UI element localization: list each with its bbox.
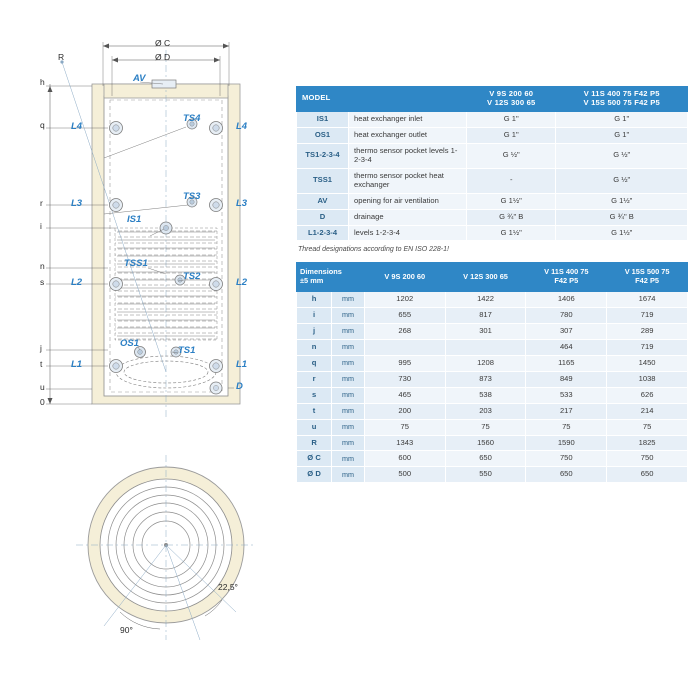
header-model-group-2-line1: V 11S 400 75 F42 P5 xyxy=(583,89,660,98)
table-row xyxy=(297,307,688,323)
dim-r-v1: 730 xyxy=(364,371,445,387)
dim-unit-s: mm xyxy=(332,387,365,403)
dim-i-v3: 780 xyxy=(526,307,607,323)
table-row xyxy=(297,168,688,193)
thread-note: Thread designations according to EN ISO 228-1! xyxy=(298,246,449,254)
row-desc-l1234: levels 1-2-3-4 xyxy=(349,225,467,241)
dim-u-v2: 75 xyxy=(445,419,526,435)
dim-R-v4: 1825 xyxy=(607,435,688,451)
header-model-group-2 xyxy=(556,87,688,112)
header-model: MODEL xyxy=(297,87,467,112)
dim-unit-t: mm xyxy=(332,403,365,419)
dim-R-v1: 1343 xyxy=(364,435,445,451)
dim-n-v1 xyxy=(364,339,445,355)
table-row xyxy=(297,127,688,143)
row-code-l1234: L1-2-3-4 xyxy=(297,225,349,241)
dim-c-v4: 750 xyxy=(607,451,688,467)
row-val1-os1: G 1" xyxy=(467,127,556,143)
dim-j-v3: 307 xyxy=(526,323,607,339)
dim-unit-q: mm xyxy=(332,355,365,371)
dim-code-i: i xyxy=(297,307,332,323)
table-row xyxy=(297,355,688,371)
callout-av: AV xyxy=(133,73,146,84)
dim-i-v1: 655 xyxy=(364,307,445,323)
dim-n-v4: 719 xyxy=(607,339,688,355)
row-desc-os1: heat exchanger outlet xyxy=(349,127,467,143)
dim-h-v2: 1422 xyxy=(445,291,526,307)
dim-code-diameter-c: Ø C xyxy=(297,451,332,467)
callout-is1: IS1 xyxy=(127,214,142,225)
dim-q-v4: 1450 xyxy=(607,355,688,371)
dim-c-v1: 600 xyxy=(364,451,445,467)
dim-unit-diameter-d: mm xyxy=(332,467,365,483)
table-row xyxy=(297,225,688,241)
header-col-v11s400-line1: V 11S 400 75 xyxy=(544,267,589,277)
callout-ts2: TS2 xyxy=(183,271,201,282)
dim-j-v4: 289 xyxy=(607,323,688,339)
header-col-v9s200: V 9S 200 60 xyxy=(364,263,445,291)
dimensions-header-row xyxy=(297,263,688,291)
dim-unit-R: mm xyxy=(332,435,365,451)
table-row xyxy=(297,193,688,209)
technical-drawing xyxy=(0,0,290,691)
dim-unit-i: mm xyxy=(332,307,365,323)
row-val1-ts1234: G ½" xyxy=(467,143,556,168)
header-col-v11s400 xyxy=(526,263,607,291)
angle-label-90: 90° xyxy=(120,625,133,635)
header-col-v11s400-line2: F42 P5 xyxy=(554,276,579,286)
dim-h-v3: 1406 xyxy=(526,291,607,307)
dim-mark-s: s xyxy=(40,277,45,287)
dim-mark-radius: R xyxy=(58,52,65,62)
row-code-is1: IS1 xyxy=(297,111,349,127)
row-code-d: D xyxy=(297,209,349,225)
row-code-os1: OS1 xyxy=(297,127,349,143)
dim-mark-r: r xyxy=(40,198,43,208)
dim-unit-h: mm xyxy=(332,291,365,307)
dim-unit-n: mm xyxy=(332,339,365,355)
callout-ts4: TS4 xyxy=(183,113,201,124)
dim-d-v3: 650 xyxy=(526,467,607,483)
table-header-row xyxy=(297,87,688,112)
dim-u-v1: 75 xyxy=(364,419,445,435)
table-row xyxy=(297,143,688,168)
table-row xyxy=(297,419,688,435)
header-model-group-1-line1: V 9S 200 60 xyxy=(489,89,534,98)
dim-code-q: q xyxy=(297,355,332,371)
table-row xyxy=(297,467,688,483)
row-val1-av: G 1½" xyxy=(467,193,556,209)
dim-code-s: s xyxy=(297,387,332,403)
dim-unit-u: mm xyxy=(332,419,365,435)
row-desc-ts1234: thermo sensor pocket levels 1-2-3-4 xyxy=(349,143,467,168)
dim-code-r: r xyxy=(297,371,332,387)
row-code-av: AV xyxy=(297,193,349,209)
dim-R-v2: 1560 xyxy=(445,435,526,451)
callout-d: D xyxy=(236,381,243,392)
port-label-right-l3: L3 xyxy=(236,198,248,209)
table-row xyxy=(297,387,688,403)
table-row xyxy=(297,291,688,307)
connections-table xyxy=(296,86,688,241)
header-col-v15s500 xyxy=(607,263,688,291)
dim-d-v2: 550 xyxy=(445,467,526,483)
dim-r-v3: 849 xyxy=(526,371,607,387)
port-label-left-l4: L4 xyxy=(71,121,83,132)
dim-unit-j: mm xyxy=(332,323,365,339)
port-label-right-l1: L1 xyxy=(236,359,248,370)
table-row xyxy=(297,451,688,467)
header-dimensions-line1: Dimensions xyxy=(300,267,342,277)
dim-s-v3: 533 xyxy=(526,387,607,403)
dim-mark-i: i xyxy=(40,221,42,231)
row-val2-d: G ¾" B xyxy=(556,209,688,225)
dim-r-v2: 873 xyxy=(445,371,526,387)
dim-R-v3: 1590 xyxy=(526,435,607,451)
dimensions-table xyxy=(296,262,688,483)
dim-i-v2: 817 xyxy=(445,307,526,323)
dim-code-diameter-d: Ø D xyxy=(297,467,332,483)
header-dimensions-line2: ±5 mm xyxy=(300,276,324,286)
table-row xyxy=(297,435,688,451)
dim-mark-n: n xyxy=(40,261,45,271)
table-row xyxy=(297,111,688,127)
dim-unit-diameter-c: mm xyxy=(332,451,365,467)
dim-mark-q: q xyxy=(40,120,45,130)
callout-tss1: TSS1 xyxy=(124,258,148,269)
dim-label-diameter-d: Ø D xyxy=(155,52,171,62)
row-val2-is1: G 1" xyxy=(556,111,688,127)
dim-j-v2: 301 xyxy=(445,323,526,339)
dim-t-v1: 200 xyxy=(364,403,445,419)
row-val1-tss1: - xyxy=(467,168,556,193)
dim-q-v2: 1208 xyxy=(445,355,526,371)
port-label-left-l1: L1 xyxy=(71,359,83,370)
dim-unit-r: mm xyxy=(332,371,365,387)
row-code-ts1234: TS1-2-3-4 xyxy=(297,143,349,168)
callout-ts3: TS3 xyxy=(183,191,201,202)
table-row xyxy=(297,209,688,225)
dim-j-v1: 268 xyxy=(364,323,445,339)
row-val1-d: G ¾" B xyxy=(467,209,556,225)
row-code-tss1: TSS1 xyxy=(297,168,349,193)
header-dimensions xyxy=(297,263,365,291)
dim-s-v4: 626 xyxy=(607,387,688,403)
dim-code-j: j xyxy=(297,323,332,339)
dim-mark-t: t xyxy=(40,359,43,369)
dim-c-v3: 750 xyxy=(526,451,607,467)
dim-h-v4: 1674 xyxy=(607,291,688,307)
dim-mark-h: h xyxy=(40,77,45,87)
table-row xyxy=(297,371,688,387)
header-col-v15s500-line1: V 15S 500 75 xyxy=(624,267,670,277)
dim-n-v2 xyxy=(445,339,526,355)
drawing-svg xyxy=(0,0,290,691)
dim-u-v3: 75 xyxy=(526,419,607,435)
dim-s-v1: 465 xyxy=(364,387,445,403)
port-label-right-l4: L4 xyxy=(236,121,248,132)
dim-c-v2: 650 xyxy=(445,451,526,467)
dim-s-v2: 538 xyxy=(445,387,526,403)
dim-t-v4: 214 xyxy=(607,403,688,419)
callout-ts1: TS1 xyxy=(178,345,196,356)
row-desc-tss1: thermo sensor pocket heat exchanger xyxy=(349,168,467,193)
dim-u-v4: 75 xyxy=(607,419,688,435)
header-col-v12s300: V 12S 300 65 xyxy=(445,263,526,291)
row-val2-tss1: G ½" xyxy=(556,168,688,193)
dim-mark-j: j xyxy=(40,343,42,353)
table-row xyxy=(297,339,688,355)
dim-q-v1: 995 xyxy=(364,355,445,371)
row-desc-d: drainage xyxy=(349,209,467,225)
row-desc-av: opening for air ventilation xyxy=(349,193,467,209)
angle-label-22-5: 22,5° xyxy=(218,582,238,592)
header-model-group-2-line2: V 15S 500 75 F42 P5 xyxy=(583,97,660,107)
dim-d-v1: 500 xyxy=(364,467,445,483)
row-val1-is1: G 1" xyxy=(467,111,556,127)
dim-t-v3: 217 xyxy=(526,403,607,419)
row-val2-l1234: G 1½" xyxy=(556,225,688,241)
dim-code-R: R xyxy=(297,435,332,451)
dim-mark-0: 0 xyxy=(40,397,45,407)
dim-t-v2: 203 xyxy=(445,403,526,419)
row-val2-av: G 1½" xyxy=(556,193,688,209)
dim-h-v1: 1202 xyxy=(364,291,445,307)
table-row xyxy=(297,403,688,419)
dim-d-v4: 650 xyxy=(607,467,688,483)
specification-tables xyxy=(296,86,688,483)
header-model-group-1 xyxy=(467,87,556,112)
row-val2-ts1234: G ½" xyxy=(556,143,688,168)
dim-r-v4: 1038 xyxy=(607,371,688,387)
table-row xyxy=(297,323,688,339)
port-label-left-l3: L3 xyxy=(71,198,83,209)
dim-n-v3: 464 xyxy=(526,339,607,355)
callout-os1: OS1 xyxy=(120,338,140,349)
row-desc-is1: heat exchanger inlet xyxy=(349,111,467,127)
header-col-v15s500-line2: F42 P5 xyxy=(635,276,659,286)
dim-code-h: h xyxy=(297,291,332,307)
dim-mark-u: u xyxy=(40,382,45,392)
row-val2-os1: G 1" xyxy=(556,127,688,143)
row-val1-l1234: G 1½" xyxy=(467,225,556,241)
dim-label-diameter-c: Ø C xyxy=(155,38,171,48)
dim-code-u: u xyxy=(297,419,332,435)
header-model-group-1-line2: V 12S 300 65 xyxy=(487,97,536,107)
port-label-right-l2: L2 xyxy=(236,277,248,288)
dim-q-v3: 1165 xyxy=(526,355,607,371)
dim-code-n: n xyxy=(297,339,332,355)
port-label-left-l2: L2 xyxy=(71,277,83,288)
dim-i-v4: 719 xyxy=(607,307,688,323)
dim-code-t: t xyxy=(297,403,332,419)
